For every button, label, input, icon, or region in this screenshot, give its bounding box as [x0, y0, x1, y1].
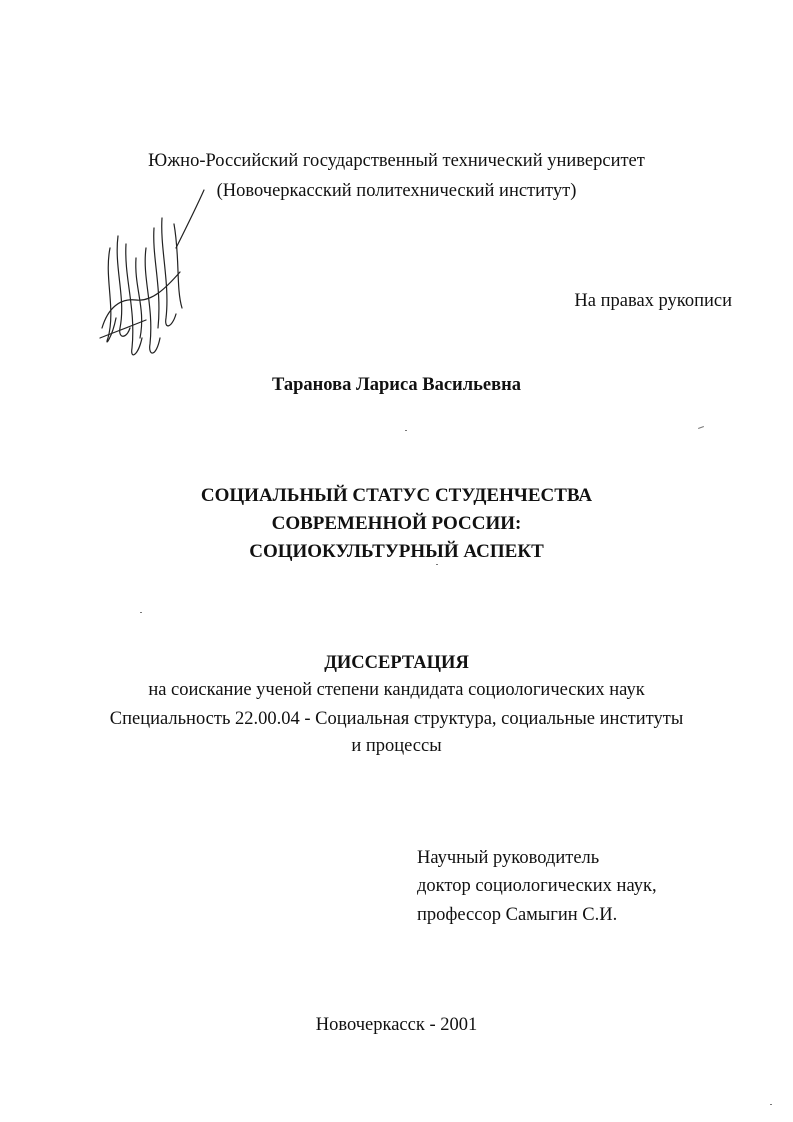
- manuscript-note: На правах рукописи: [574, 291, 732, 311]
- title-line-3: СОЦИОКУЛЬТУРНЫЙ АСПЕКТ: [249, 541, 544, 562]
- author-name: Таранова Лариса Васильевна: [271, 375, 521, 395]
- degree-line: на соискание ученой степени кандидата социологических наук: [148, 680, 645, 700]
- supervisor-line-3: профессор Самыгин С.И.: [417, 905, 618, 925]
- city-year: Новочеркасск - 2001: [315, 1015, 478, 1035]
- scan-speck: [405, 430, 407, 431]
- specialty-line-1: Специальность 22.00.04 - Социальная структура, социальные институты: [109, 709, 684, 729]
- scan-speck: [140, 612, 142, 613]
- dissertation-heading: ДИССЕРТАЦИЯ: [324, 653, 469, 673]
- handwritten-signature-icon: [96, 188, 216, 368]
- supervisor-line-1: Научный руководитель: [417, 848, 600, 868]
- title-line-1: СОЦИАЛЬНЫЙ СТАТУС СТУДЕНЧЕСТВА: [200, 485, 593, 506]
- title-line-2: СОВРЕМЕННОЙ РОССИИ:: [271, 513, 522, 534]
- university-name: Южно-Российский государственный технический университет: [148, 151, 645, 171]
- scan-speck: [436, 564, 438, 565]
- scan-speck: [770, 1104, 772, 1105]
- scan-speck: [698, 426, 704, 429]
- specialty-line-2: и процессы: [351, 736, 442, 756]
- institute-name: (Новочеркасский политехнический институт): [216, 181, 577, 201]
- supervisor-line-2: доктор социологических наук,: [417, 876, 657, 896]
